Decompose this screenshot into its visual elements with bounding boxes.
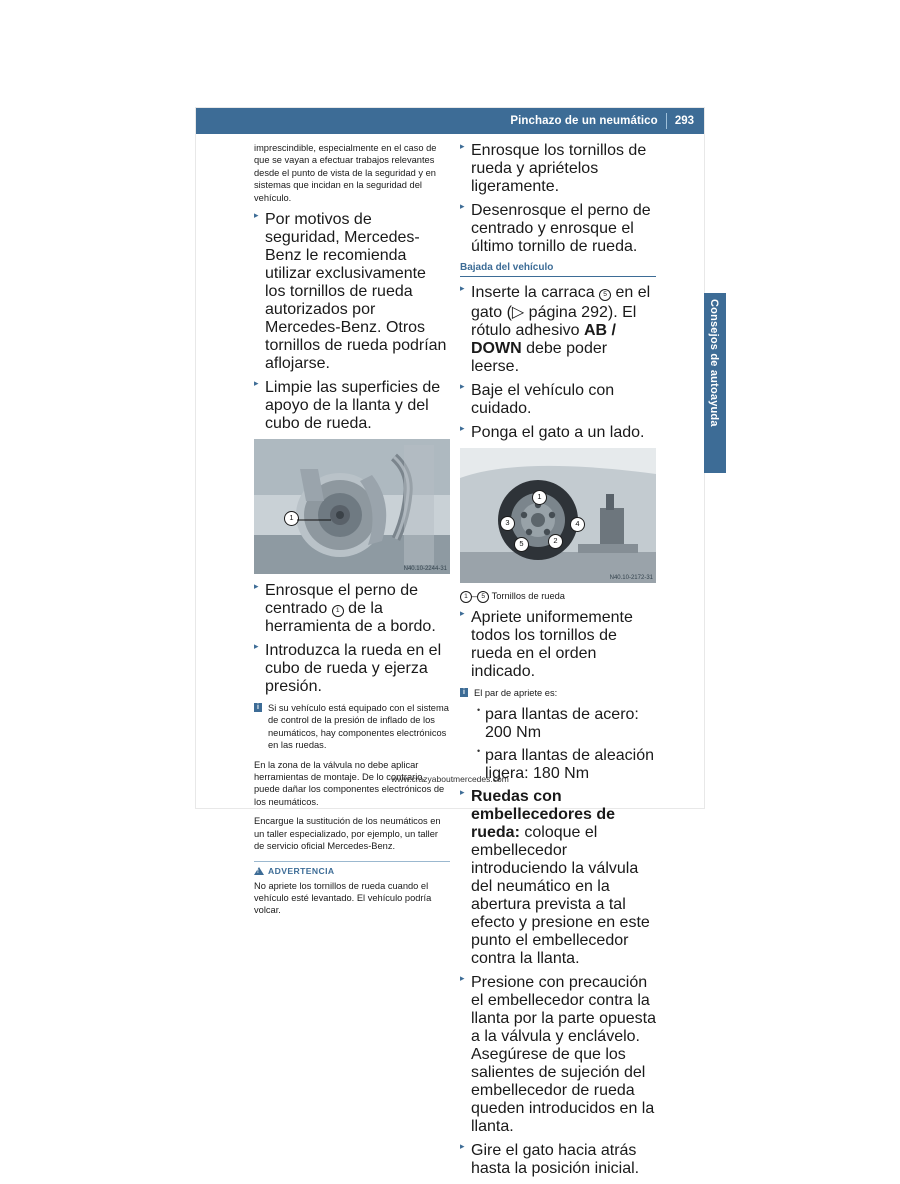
figure-callout-3: 3 (500, 516, 515, 531)
note-block (460, 687, 656, 699)
list-item (460, 424, 656, 442)
intro-paragraph: imprescindible, especialmente en el caso de que se vayan a efectuar trabajos relevantes desde el punto de vista de la seguridad y en sistemas que incidan en la seguridad del vehículo. (254, 143, 437, 203)
info-icon: i (254, 703, 262, 712)
page-header (196, 108, 704, 134)
legend-dash: – (472, 591, 478, 601)
figure-callout-leader (297, 517, 331, 523)
list-item-text-extra: El rótulo adhesivo (471, 304, 637, 339)
section-tab-label: Consejos de autoayuda (708, 299, 720, 427)
list-item-text-extra2: debe poder leerse. (471, 340, 608, 375)
figure-callout-2: 2 (548, 534, 563, 549)
list-item (254, 582, 450, 636)
list-item (460, 202, 656, 256)
list-item (460, 609, 656, 681)
figure-brake-hub-image (254, 439, 450, 574)
subsection-heading: Bajada del vehículo (460, 262, 656, 277)
manual-page (196, 108, 720, 1178)
label-ab-down: AB / DOWN (471, 322, 616, 357)
warning-text: No apriete los tornillos de rueda cuando el vehículo esté levantado. El vehículo podría volcar. (254, 880, 432, 916)
list-item (460, 974, 656, 1136)
figure-wheel-bolts-image (460, 448, 656, 583)
legend-text: Tornillos de rueda (491, 591, 565, 601)
warning-triangle-icon (254, 867, 264, 875)
legend-callout-1: 1 (460, 591, 472, 603)
left-column (254, 142, 450, 917)
legend-callout-5: 5 (477, 591, 489, 603)
list-item-text: Gire el gato hacia atrás hasta la posición inicial. (471, 1142, 640, 1178)
list-item (460, 284, 656, 376)
info-icon: i (460, 688, 468, 697)
note-text: El par de apriete es: (474, 688, 558, 698)
list-item-text: Apriete uniformemente todos los tornillos de rueda en el orden indicado. (471, 609, 633, 680)
page-title: Pinchazo de un neumático (510, 115, 658, 127)
section-tab (704, 293, 726, 473)
warning-block (254, 861, 450, 917)
list-item-text: Desenrosque el perno de centrado y enrosque el último tornillo de rueda. (471, 202, 651, 255)
list-item (460, 382, 656, 418)
note-sub-item-text: para llantas de acero: 200 Nm (485, 706, 639, 742)
list-item (460, 788, 656, 968)
figure-wheel-bolts (460, 448, 656, 583)
list-item-text: Enrosque los tornillos de rueda y apriételos ligeramente. (471, 142, 647, 195)
figure-callout-5: 5 (514, 537, 529, 552)
footer-url: www.crazyaboutmercedes.com (391, 774, 509, 784)
inline-callout-5: 5 (599, 289, 611, 301)
list-item-text: Baje el vehículo con cuidado. (471, 382, 615, 417)
note-text-3: Encargue la sustitución de los neumáticos en un taller especializado, por ejemplo, un taller de servicio oficial Mercedes-Benz. (254, 816, 441, 852)
list-item (460, 142, 656, 196)
list-item-text: Presione con precaución el embellecedor contra la llanta por la parte opuesta a la válvula y enclávelo. Asegúrese de que los salientes de sujeción del embellecedor de rueda queden introducidos en la llanta. (471, 974, 657, 1136)
figure-callout-1: 1 (532, 490, 547, 505)
warning-title-row (254, 866, 450, 876)
list-item-text: Introduzca la rueda en el cubo de rueda y ejerza presión. (265, 642, 442, 696)
list-item-text: coloque el embellecedor introduciendo la válvula del neumático en la abertura prevista a tal efecto y presione en este punto el embellecedor contra la llanta. (471, 824, 650, 968)
figure-code: N40.10-2244-31 (403, 566, 447, 573)
note-sub-item-text: para llantas de aleación ligera: 180 Nm (485, 747, 655, 783)
list-item-text: Enrosque el perno de centrado (265, 582, 418, 618)
note-text: Si su vehículo está equipado con el sistema de control de la presión de inflado de los neumáticos, hay componentes electrónicos en las ruedas. (268, 703, 449, 751)
right-column (460, 142, 656, 1184)
note-text-2: En la zona de la válvula no debe aplicar herramientas de montaje. De lo contrario, puede dañar los componentes electrónicos de los neumáticos. (254, 759, 445, 807)
list-item (254, 211, 450, 373)
warning-title: ADVERTENCIA (268, 865, 335, 876)
figure-callout-4: 4 (570, 517, 585, 532)
content-columns (196, 142, 704, 1178)
inline-callout-1: 1 (332, 605, 344, 617)
list-item (254, 642, 450, 696)
list-item (254, 379, 450, 433)
list-item-text-cont: de la herramienta de a bordo. (265, 600, 436, 636)
list-item-text: Ponga el gato a un lado. (471, 424, 645, 441)
list-item-text: Por motivos de seguridad, Mercedes-Benz le recomienda utilizar exclusivamente los tornillos de rueda autorizados por Mercedes-Benz. Otros tornillos de rueda podrían aflojarse. (265, 211, 447, 373)
page-number: 293 (674, 115, 694, 127)
list-item-lead-in: Ruedas con embellecedores de rueda: (471, 788, 616, 842)
cross-reference: (▷ página 292). (506, 304, 618, 321)
note-sub-item (474, 706, 656, 742)
figure-callout-1: 1 (284, 511, 299, 526)
list-item-text: Inserte la carraca (471, 284, 595, 301)
figure-legend (460, 591, 656, 603)
list-item (460, 1142, 656, 1178)
figure-brake-hub (254, 439, 450, 574)
figure-code: N40.10-2172-31 (609, 575, 653, 581)
list-item-text: Limpie las superficies de apoyo de la llanta y del cubo de rueda. (265, 379, 441, 433)
list-item-text-cont: en el gato (471, 284, 651, 321)
note-block (254, 702, 450, 752)
